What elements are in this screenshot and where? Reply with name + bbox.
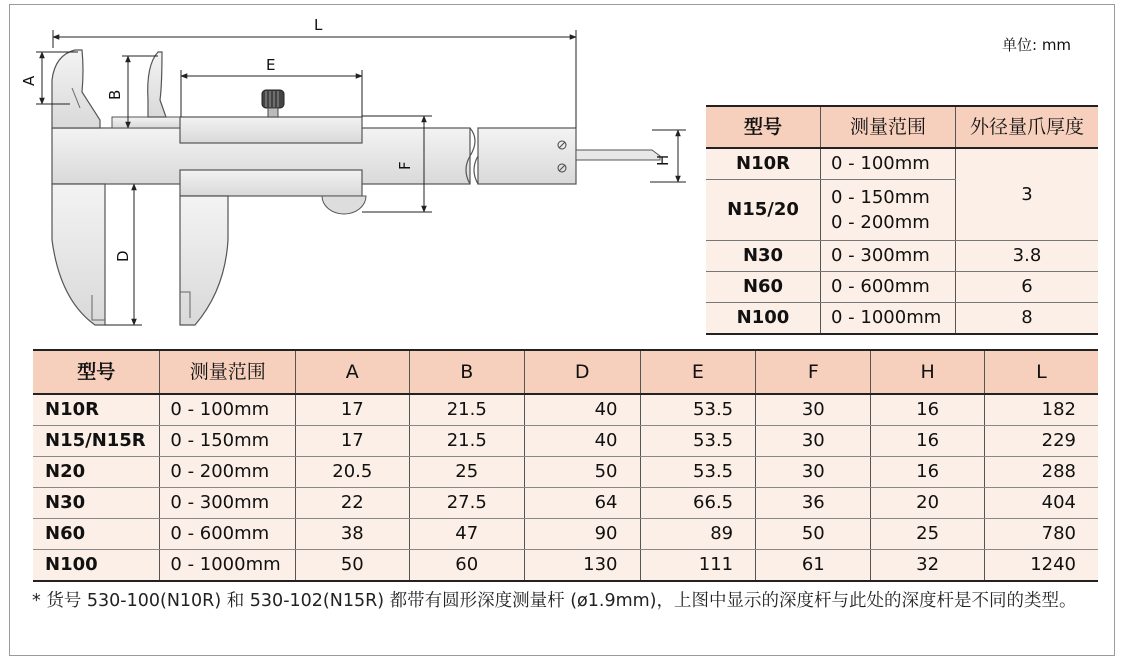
header-range: 测量范围 (821, 106, 956, 148)
model-cell: N30 (706, 241, 821, 272)
thickness-cell: 6 (956, 272, 1099, 303)
header-cell: F (756, 350, 871, 394)
dim-e-label: E (266, 56, 276, 74)
value-cell: 21.5 (409, 394, 524, 426)
value-cell: 20.5 (296, 457, 409, 488)
fixed-jaw-lower (52, 184, 105, 325)
value-cell: 38 (296, 519, 409, 550)
model-cell: N30 (33, 488, 160, 519)
range-cell: 0 - 150mm (160, 426, 296, 457)
value-cell: 30 (756, 394, 871, 426)
slider-frame (180, 117, 362, 143)
value-cell: 25 (871, 519, 984, 550)
range-cell: 0 - 600mm (821, 272, 956, 303)
dim-a-label: A (20, 75, 38, 86)
thumb-screw (262, 90, 284, 108)
value-cell: 32 (871, 550, 984, 582)
range-cell (821, 180, 956, 241)
value-cell: 1240 (984, 550, 1098, 582)
range-cell: 0 - 300mm (821, 241, 956, 272)
beam-end (478, 128, 576, 184)
value-cell: 16 (871, 426, 984, 457)
table-row (706, 272, 1098, 303)
model-cell: N10R (706, 148, 821, 180)
value-cell: 66.5 (640, 488, 756, 519)
range-cell: 0 - 100mm (821, 148, 956, 180)
value-cell: 89 (640, 519, 756, 550)
header-cell: 型号 (33, 350, 160, 394)
value-cell: 20 (871, 488, 984, 519)
value-cell: 16 (871, 394, 984, 426)
table-row (33, 394, 1098, 426)
model-cell: N100 (33, 550, 160, 582)
value-cell: 111 (640, 550, 756, 582)
table-header-row (33, 350, 1098, 394)
table-row (33, 519, 1098, 550)
dim-l-label: L (314, 16, 323, 34)
thickness-cell: 3.8 (956, 241, 1099, 272)
value-cell: 288 (984, 457, 1098, 488)
value-cell: 90 (524, 519, 640, 550)
range-cell: 0 - 600mm (160, 519, 296, 550)
value-cell: 780 (984, 519, 1098, 550)
sliding-jaw-upper (148, 52, 166, 117)
fixed-jaw-upper (52, 50, 100, 128)
model-cell: N100 (706, 303, 821, 335)
header-cell: H (871, 350, 984, 394)
model-cell: N60 (33, 519, 160, 550)
value-cell: 40 (524, 394, 640, 426)
table-header-row (706, 106, 1098, 148)
value-cell: 229 (984, 426, 1098, 457)
table-row (33, 457, 1098, 488)
value-cell: 30 (756, 457, 871, 488)
header-cell: B (409, 350, 524, 394)
header-model: 型号 (706, 106, 821, 148)
value-cell: 40 (524, 426, 640, 457)
range-line-2: 0 - 200mm (831, 212, 930, 233)
value-cell: 50 (756, 519, 871, 550)
dim-f-label: F (396, 161, 414, 170)
value-cell: 61 (756, 550, 871, 582)
value-cell: 47 (409, 519, 524, 550)
range-cell: 0 - 300mm (160, 488, 296, 519)
range-cell: 0 - 1000mm (821, 303, 956, 335)
value-cell: 27.5 (409, 488, 524, 519)
header-thickness: 外径量爪厚度 (956, 106, 1099, 148)
value-cell: 64 (524, 488, 640, 519)
value-cell: 17 (296, 426, 409, 457)
table-row (33, 426, 1098, 457)
value-cell: 50 (524, 457, 640, 488)
model-cell: N60 (706, 272, 821, 303)
thickness-cell: 8 (956, 303, 1099, 335)
value-cell: 60 (409, 550, 524, 582)
range-cell: 0 - 200mm (160, 457, 296, 488)
model-cell: N15/N15R (33, 426, 160, 457)
value-cell: 30 (756, 426, 871, 457)
dimensions-table (33, 349, 1098, 582)
value-cell: 36 (756, 488, 871, 519)
value-cell: 22 (296, 488, 409, 519)
header-cell: E (640, 350, 756, 394)
range-line-1: 0 - 150mm (831, 187, 930, 208)
footnote: * 货号 530-100(N10R) 和 530-102(N15R) 都带有圆形深度测量杆 (ø1.9mm)，上图中显示的深度杆与此处的深度杆是不同的类型。 (32, 591, 1077, 611)
unit-label: 单位: mm (1002, 36, 1072, 54)
header-cell: A (296, 350, 409, 394)
value-cell: 25 (409, 457, 524, 488)
value-cell: 21.5 (409, 426, 524, 457)
thumb-roller (322, 196, 366, 214)
value-cell: 130 (524, 550, 640, 582)
range-cell: 0 - 1000mm (160, 550, 296, 582)
value-cell: 182 (984, 394, 1098, 426)
slider-lower (180, 170, 362, 196)
value-cell: 50 (296, 550, 409, 582)
range-cell: 0 - 100mm (160, 394, 296, 426)
table-row (706, 303, 1098, 335)
header-cell: 测量范围 (160, 350, 296, 394)
depth-rod (576, 150, 660, 160)
value-cell: 16 (871, 457, 984, 488)
caliper-diagram (0, 0, 700, 340)
table-row (706, 148, 1098, 180)
header-cell: L (984, 350, 1098, 394)
dim-d-label: D (114, 250, 132, 262)
value-cell: 17 (296, 394, 409, 426)
table-row (706, 241, 1098, 272)
value-cell: 404 (984, 488, 1098, 519)
model-cell: N15/20 (706, 180, 821, 241)
table-row (33, 488, 1098, 519)
value-cell: 53.5 (640, 426, 756, 457)
table-row (33, 550, 1098, 582)
dim-b-label: B (106, 89, 124, 100)
dim-h-label: H (654, 154, 672, 166)
value-cell: 53.5 (640, 394, 756, 426)
model-cell: N10R (33, 394, 160, 426)
thickness-cell-merged: 3 (956, 148, 1099, 241)
model-cell: N20 (33, 457, 160, 488)
header-cell: D (524, 350, 640, 394)
value-cell: 53.5 (640, 457, 756, 488)
sliding-jaw-lower (180, 196, 228, 325)
jaw-thickness-table (706, 105, 1098, 335)
table-body (33, 394, 1098, 581)
